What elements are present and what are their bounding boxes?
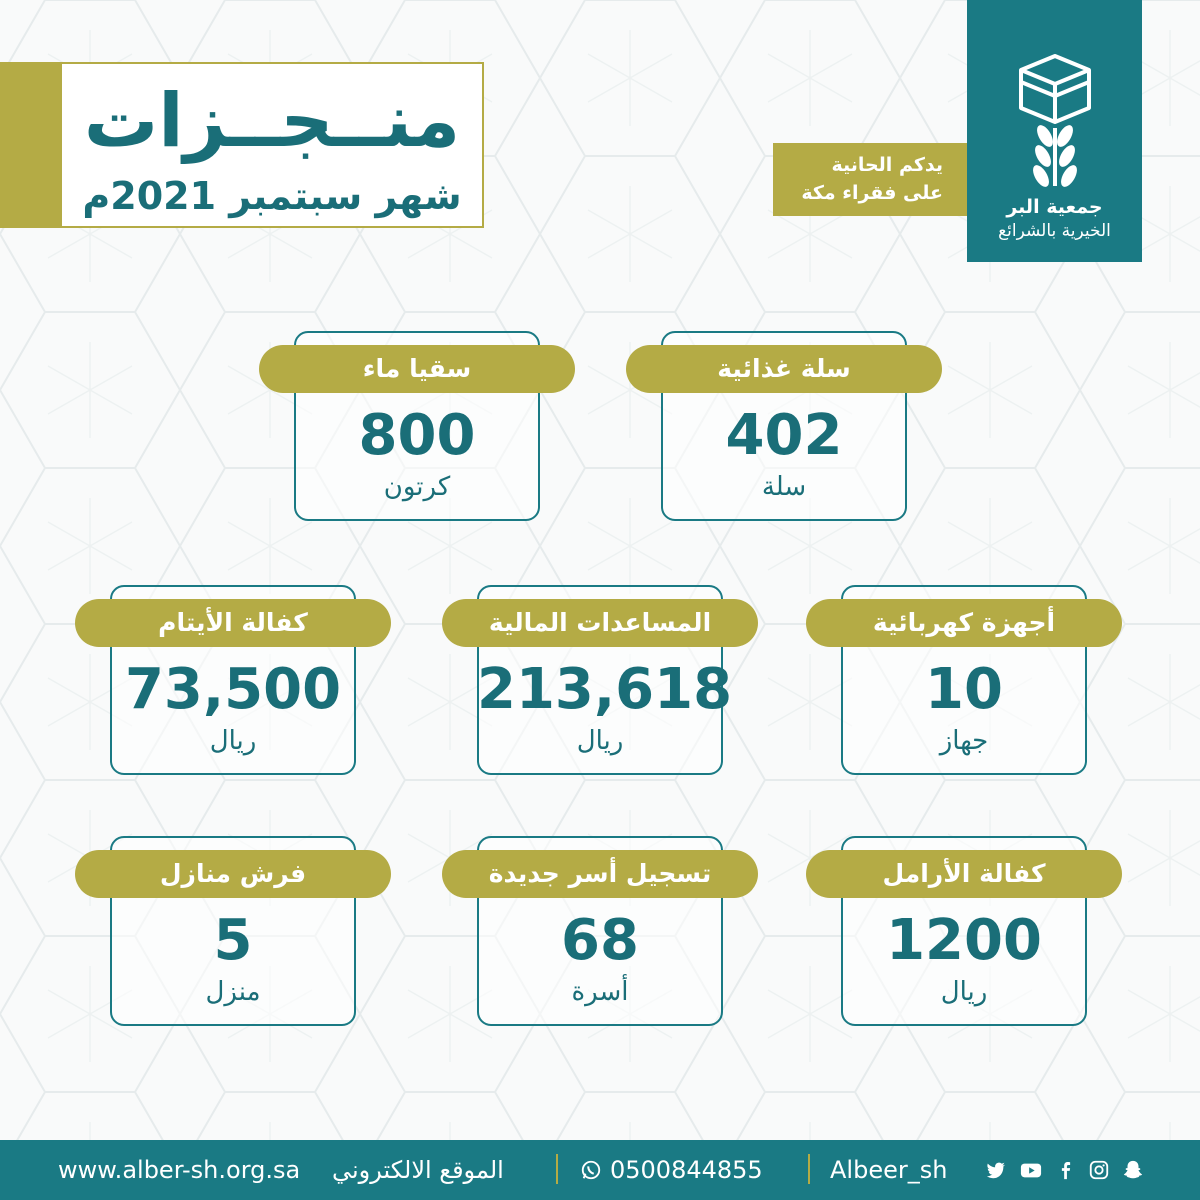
stat-value: 800 (358, 403, 476, 468)
stat-card-home-furnishing (75, 836, 391, 1026)
stat-unit: جهاز (939, 726, 989, 756)
stat-value: 5 (213, 908, 253, 973)
phone-number[interactable]: 0500844855 (610, 1156, 763, 1184)
stat-label: كفالة الأرامل (806, 850, 1122, 898)
logo-name-line1: جمعية البر (1006, 196, 1103, 218)
stat-card-appliances (806, 585, 1122, 775)
tagline-line1: يدكم الحانية (831, 154, 943, 176)
stat-label: سقيا ماء (259, 345, 575, 393)
stat-unit: كرتون (383, 472, 451, 502)
snapchat-icon[interactable] (1122, 1159, 1144, 1181)
facebook-icon[interactable] (1055, 1159, 1077, 1181)
stat-unit: ريال (209, 726, 257, 756)
whatsapp-icon (580, 1159, 602, 1181)
stat-value: 68 (561, 908, 639, 973)
stat-label: تسجيل أسر جديدة (442, 850, 758, 898)
stat-label: سلة غذائية (626, 345, 942, 393)
stat-card-widows (806, 836, 1122, 1026)
stat-card-food-basket (626, 331, 942, 521)
stat-value: 402 (725, 403, 843, 468)
youtube-icon[interactable] (1020, 1159, 1042, 1181)
website-label: الموقع الالكتروني (332, 1156, 504, 1184)
stat-label: كفالة الأيتام (75, 599, 391, 647)
twitter-icon[interactable] (985, 1159, 1007, 1181)
stat-unit: ريال (576, 726, 624, 756)
stat-label: فرش منازل (75, 850, 391, 898)
social-handle[interactable]: Albeer_sh (830, 1156, 948, 1184)
stat-unit: سلة (761, 472, 807, 502)
instagram-icon[interactable] (1088, 1159, 1110, 1181)
stat-label: أجهزة كهربائية (806, 599, 1122, 647)
stat-value: 1200 (886, 908, 1042, 973)
footer-bar (0, 1140, 1200, 1200)
footer-divider (556, 1154, 558, 1184)
stat-card-orphans (75, 585, 391, 775)
title-accent-bar (0, 62, 60, 228)
logo-name-line2: الخيرية بالشرائع (998, 221, 1111, 241)
stat-value: 10 (925, 657, 1003, 722)
website-link[interactable]: www.alber-sh.org.sa (58, 1156, 301, 1184)
stat-unit: أسرة (571, 977, 629, 1007)
stat-unit: ريال (940, 977, 988, 1007)
stat-card-financial-aid (442, 585, 758, 775)
title-box (60, 62, 484, 228)
stat-label: المساعدات المالية (442, 599, 758, 647)
stat-value: 213,618 (477, 657, 733, 722)
stat-card-new-families (442, 836, 758, 1026)
tagline-line2: على فقراء مكة (801, 182, 943, 204)
stat-card-water (259, 331, 575, 521)
footer-divider (808, 1154, 810, 1184)
page-subtitle: شهر سبتمبر 2021م (82, 174, 462, 218)
tagline (773, 143, 969, 216)
kaaba-wheat-logo-icon (1015, 52, 1095, 188)
stat-value: 73,500 (124, 657, 342, 722)
organization-logo (967, 0, 1142, 262)
stat-unit: منزل (205, 977, 261, 1007)
page-title: منــجــزات (83, 78, 461, 164)
